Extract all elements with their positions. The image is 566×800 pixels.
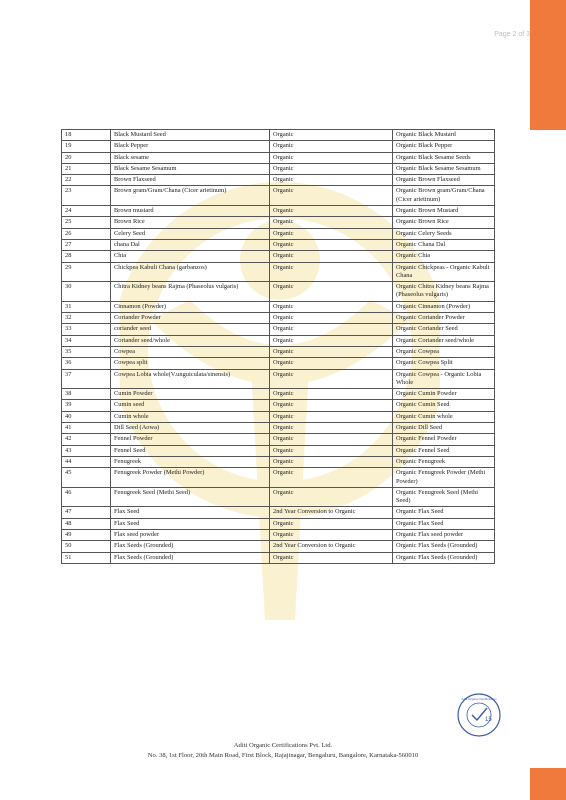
product-cell: Fennel Seed xyxy=(111,445,270,456)
product-name-cell: Organic Chia xyxy=(393,251,495,262)
table-row xyxy=(62,324,495,335)
product-cell: Cumin Powder xyxy=(111,389,270,400)
status-cell: Organic xyxy=(270,228,393,239)
table-row xyxy=(62,206,495,217)
product-cell: Coriander seed/whole xyxy=(111,335,270,346)
stamp-number: 15 xyxy=(485,717,492,723)
product-name-cell: Organic Fennel Powder xyxy=(393,434,495,445)
product-cell: Flax Seeds (Grounded) xyxy=(111,541,270,552)
row-number-cell: 35 xyxy=(62,346,111,357)
status-cell: Organic xyxy=(270,529,393,540)
product-name-cell: Organic Black Sesame Sesamum xyxy=(393,163,495,174)
product-name-cell: Organic Black Sesame Seeds xyxy=(393,152,495,163)
status-cell: Organic xyxy=(270,487,393,507)
row-number-cell: 34 xyxy=(62,335,111,346)
table-row xyxy=(62,445,495,456)
row-number-cell: 42 xyxy=(62,434,111,445)
status-cell: Organic xyxy=(270,358,393,369)
table-row xyxy=(62,239,495,250)
status-cell: Organic xyxy=(270,518,393,529)
table-row xyxy=(62,552,495,563)
row-number-cell: 41 xyxy=(62,423,111,434)
row-number-cell: 45 xyxy=(62,468,111,488)
product-cell: Black Mustard Seed xyxy=(111,130,270,141)
table-row xyxy=(62,175,495,186)
status-cell: Organic xyxy=(270,552,393,563)
product-cell: Fenugreek Seed (Methi Seed) xyxy=(111,487,270,507)
status-cell: Organic xyxy=(270,217,393,228)
table-row xyxy=(62,358,495,369)
status-cell: Organic xyxy=(270,251,393,262)
product-name-cell: Organic Chickpeas - Organic Kabuli Chana xyxy=(393,262,495,282)
product-name-cell: Organic Black Pepper xyxy=(393,141,495,152)
row-number-cell: 40 xyxy=(62,411,111,422)
table-row xyxy=(62,335,495,346)
row-number-cell: 21 xyxy=(62,163,111,174)
product-cell: Cowpea Lobia whole(V.unguiculata/sinensis) xyxy=(111,369,270,389)
table-row xyxy=(62,487,495,507)
product-name-cell: Organic Cumin Seed xyxy=(393,400,495,411)
status-cell: 2nd Year Conversion to Organic xyxy=(270,507,393,518)
table-row xyxy=(62,262,495,282)
product-cell: Flax Seeds (Grounded) xyxy=(111,552,270,563)
product-cell: Brown Flaxseed xyxy=(111,175,270,186)
product-cell: Cumin seed xyxy=(111,400,270,411)
product-cell: Cinnamon (Powder) xyxy=(111,301,270,312)
table-row xyxy=(62,423,495,434)
row-number-cell: 20 xyxy=(62,152,111,163)
footer-address: No. 38, 1st Floor, 20th Main Road, First Block, Rajajinagar, Bengaluru, Bangalore, Karnataka-560010 xyxy=(147,752,419,759)
row-number-cell: 27 xyxy=(62,239,111,250)
table-row xyxy=(62,400,495,411)
product-name-cell: Organic Flax Seed xyxy=(393,507,495,518)
status-cell: Organic xyxy=(270,468,393,488)
row-number-cell: 49 xyxy=(62,529,111,540)
product-cell: Coriander Powder xyxy=(111,313,270,324)
page-footer xyxy=(0,741,566,761)
status-cell: Organic xyxy=(270,301,393,312)
table-row xyxy=(62,313,495,324)
product-cell: Chitra Kidney beans Rajma (Phaseolus vulgaris) xyxy=(111,282,270,302)
row-number-cell: 46 xyxy=(62,487,111,507)
product-cell: Celery Seed xyxy=(111,228,270,239)
product-cell: Flax Seed xyxy=(111,507,270,518)
product-cell: Fenugreek xyxy=(111,456,270,467)
product-cell: Brown mustard xyxy=(111,206,270,217)
product-name-cell: Organic Flax seed powder xyxy=(393,529,495,540)
page-number: Page 2 of 3 xyxy=(494,31,530,38)
row-number-cell: 36 xyxy=(62,358,111,369)
product-cell: Fennel Powder xyxy=(111,434,270,445)
product-name-cell: Organic Fenugreek xyxy=(393,456,495,467)
row-number-cell: 47 xyxy=(62,507,111,518)
status-cell: Organic xyxy=(270,141,393,152)
status-cell: Organic xyxy=(270,130,393,141)
table-row xyxy=(62,456,495,467)
row-number-cell: 22 xyxy=(62,175,111,186)
table-row xyxy=(62,282,495,302)
product-cell: Cowpea xyxy=(111,346,270,357)
row-number-cell: 26 xyxy=(62,228,111,239)
table-row xyxy=(62,163,495,174)
row-number-cell: 29 xyxy=(62,262,111,282)
row-number-cell: 43 xyxy=(62,445,111,456)
table-row xyxy=(62,518,495,529)
product-name-cell: Organic Brown Mustard xyxy=(393,206,495,217)
table-row xyxy=(62,228,495,239)
row-number-cell: 30 xyxy=(62,282,111,302)
product-cell: Brown Rice xyxy=(111,217,270,228)
row-number-cell: 24 xyxy=(62,206,111,217)
product-name-cell: Organic Black Mustard xyxy=(393,130,495,141)
row-number-cell: 37 xyxy=(62,369,111,389)
product-cell: Chia xyxy=(111,251,270,262)
status-cell: Organic xyxy=(270,186,393,206)
status-cell: Organic xyxy=(270,206,393,217)
table-row xyxy=(62,411,495,422)
table-row xyxy=(62,251,495,262)
row-number-cell: 25 xyxy=(62,217,111,228)
product-cell: Fenugreek Powder (Methi Powder) xyxy=(111,468,270,488)
status-cell: Organic xyxy=(270,346,393,357)
product-name-cell: Organic Flax Seeds (Grounded) xyxy=(393,541,495,552)
row-number-cell: 51 xyxy=(62,552,111,563)
status-cell: Organic xyxy=(270,163,393,174)
product-name-cell: Organic Brown Rice xyxy=(393,217,495,228)
product-cell: Flax Seed xyxy=(111,518,270,529)
product-name-cell: Organic Flax Seeds (Grounded) xyxy=(393,552,495,563)
product-cell: Dill Seed (Aowa) xyxy=(111,423,270,434)
table-row xyxy=(62,529,495,540)
row-number-cell: 23 xyxy=(62,186,111,206)
table-row xyxy=(62,369,495,389)
status-cell: Organic xyxy=(270,262,393,282)
product-cell: Chickpea Kabuli Chana (garbanzos) xyxy=(111,262,270,282)
status-cell: Organic xyxy=(270,423,393,434)
product-name-cell: Organic Celery Seeds xyxy=(393,228,495,239)
row-number-cell: 19 xyxy=(62,141,111,152)
table-row xyxy=(62,130,495,141)
row-number-cell: 28 xyxy=(62,251,111,262)
table-row xyxy=(62,541,495,552)
table-row xyxy=(62,389,495,400)
product-name-cell: Organic Cumin Powder xyxy=(393,389,495,400)
row-number-cell: 48 xyxy=(62,518,111,529)
product-name-cell: Organic Cowpea - Organic Lobia Whole xyxy=(393,369,495,389)
table-row xyxy=(62,434,495,445)
table-row xyxy=(62,301,495,312)
row-number-cell: 39 xyxy=(62,400,111,411)
status-cell: Organic xyxy=(270,389,393,400)
table-row xyxy=(62,217,495,228)
product-name-cell: Organic Brown Flaxseed xyxy=(393,175,495,186)
product-cell: Black Sesame Sesamum xyxy=(111,163,270,174)
product-cell: Cumin whole xyxy=(111,411,270,422)
status-cell: Organic xyxy=(270,369,393,389)
status-cell: Organic xyxy=(270,456,393,467)
table-row xyxy=(62,141,495,152)
status-cell: 2nd Year Conversion to Organic xyxy=(270,541,393,552)
row-number-cell: 33 xyxy=(62,324,111,335)
status-cell: Organic xyxy=(270,445,393,456)
product-cell: Flax seed powder xyxy=(111,529,270,540)
status-cell: Organic xyxy=(270,434,393,445)
row-number-cell: 18 xyxy=(62,130,111,141)
product-name-cell: Organic Chana Dal xyxy=(393,239,495,250)
product-name-cell: Organic Chitra Kidney beans Rajma (Phaseolus vulgaris) xyxy=(393,282,495,302)
product-cell: coriander seed xyxy=(111,324,270,335)
product-name-cell: Organic Coriander seed/whole xyxy=(393,335,495,346)
table-row xyxy=(62,507,495,518)
product-cell: Brown gram/Gram/Chana (Cicer arietinum) xyxy=(111,186,270,206)
certification-stamp-icon xyxy=(456,692,502,738)
product-name-cell: Organic Coriander Seed xyxy=(393,324,495,335)
product-name-cell: Organic Fenugreek Powder (Methi Powder) xyxy=(393,468,495,488)
row-number-cell: 38 xyxy=(62,389,111,400)
status-cell: Organic xyxy=(270,152,393,163)
row-number-cell: 50 xyxy=(62,541,111,552)
row-number-cell: 32 xyxy=(62,313,111,324)
status-cell: Organic xyxy=(270,400,393,411)
status-cell: Organic xyxy=(270,411,393,422)
table-row xyxy=(62,468,495,488)
status-cell: Organic xyxy=(270,313,393,324)
product-cell: Cowpea split xyxy=(111,358,270,369)
orange-side-tab-top xyxy=(530,0,566,130)
product-cell: chana Dal xyxy=(111,239,270,250)
status-cell: Organic xyxy=(270,335,393,346)
product-name-cell: Organic Coriander Powder xyxy=(393,313,495,324)
product-name-cell: Organic Cumin whole xyxy=(393,411,495,422)
certified-products-table xyxy=(61,129,495,564)
product-name-cell: Organic Flax Seed xyxy=(393,518,495,529)
status-cell: Organic xyxy=(270,175,393,186)
product-name-cell: Organic Cinnamon (Powder) xyxy=(393,301,495,312)
status-cell: Organic xyxy=(270,324,393,335)
status-cell: Organic xyxy=(270,239,393,250)
orange-side-tab-bottom xyxy=(530,768,566,800)
product-name-cell: Organic Cowpea xyxy=(393,346,495,357)
product-cell: Black Pepper xyxy=(111,141,270,152)
stamp-text: Aditi Organic Certifications xyxy=(461,697,497,701)
table-row xyxy=(62,346,495,357)
product-name-cell: Organic Cowpea Split xyxy=(393,358,495,369)
product-name-cell: Organic Fenugreek Seed (Methi Seed) xyxy=(393,487,495,507)
product-cell: Black sesame xyxy=(111,152,270,163)
product-name-cell: Organic Fennel Seed xyxy=(393,445,495,456)
table-row xyxy=(62,152,495,163)
footer-company-name: Aditi Organic Certifications Pvt. Ltd. xyxy=(233,742,333,749)
row-number-cell: 31 xyxy=(62,301,111,312)
status-cell: Organic xyxy=(270,282,393,302)
product-name-cell: Organic Dill Seed xyxy=(393,423,495,434)
table-row xyxy=(62,186,495,206)
product-name-cell: Organic Brown gram/Gram/Chana (Cicer arietinum) xyxy=(393,186,495,206)
row-number-cell: 44 xyxy=(62,456,111,467)
